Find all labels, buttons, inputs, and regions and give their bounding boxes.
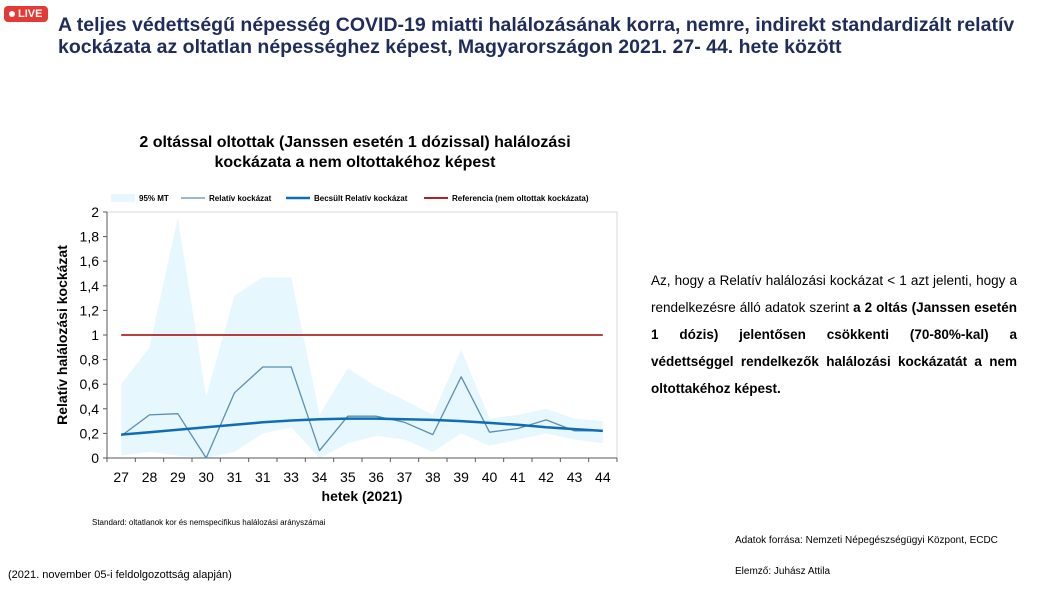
y-tick-label: 1,2 [79,302,99,319]
x-tick-label: 43 [566,469,583,485]
x-tick-label: 31 [255,469,271,485]
x-tick-label: 34 [311,469,328,485]
x-tick-label: 39 [453,469,469,485]
x-tick-label: 33 [283,469,299,485]
legend-label: Referencia (nem oltottak kockázata) [452,194,589,203]
analyst: Elemző: Juhász Attila [735,566,831,577]
x-axis-label: hetek (2021) [321,488,403,504]
x-tick-label: 29 [170,469,186,485]
x-tick-label: 27 [113,469,129,485]
y-tick-label: 2 [91,204,99,220]
live-label: LIVE [18,8,43,20]
y-tick-label: 0,4 [79,400,99,417]
x-tick-label: 42 [538,469,554,485]
x-tick-label: 35 [340,469,356,485]
chart-title: 2 oltással oltottak (Janssen esetén 1 dózissal) halálozási kockázata a nem oltottakéhoz képest [139,134,571,171]
description-text: Az, hogy a Relatív halálozási kockázat < 1 azt jelenti, hogy a rendelkezésre álló adatok szerint [651,273,1017,315]
ci-band [121,218,603,458]
legend-label: Becsült Relatív kockázat [314,194,408,203]
description-bold: a 2 oltás (Janssen esetén 1 dózis) jelentősen csökkenti (70-80%-kal) a védettséggel rendelkezők halálozási kockázatát a nem oltottakéhoz képest. [651,300,1017,396]
description [651,267,1017,402]
y-tick-label: 1,8 [79,228,99,245]
x-tick-label: 37 [396,469,413,485]
x-tick-label: 28 [141,469,158,485]
y-tick-label: 1,4 [79,277,99,294]
x-tick-label: 31 [226,469,243,485]
y-tick-label: 0 [91,450,99,466]
legend-label: Relatív kockázat [209,194,272,203]
x-tick-label: 36 [368,469,384,485]
y-tick-label: 0,8 [79,351,99,368]
x-tick-label: 41 [510,469,526,485]
y-tick-label: 0,2 [79,425,99,442]
legend-label: 95% MT [139,194,169,203]
x-tick-label: 44 [595,469,611,485]
x-tick-label: 38 [425,469,441,485]
y-axis-label: Relatív halálozási kockázat [54,245,70,425]
page-title: A teljes védettségű népesség COVID-19 miatti halálozásának korra, nemre, indirekt standardizált relatív kockázata az oltatlan népességhez képest, Magyarországon 2021. 27- 44. hete között [58,14,1015,58]
processing-date-note: (2021. november 05-i feldolgozottság alapján) [8,569,232,581]
y-tick-label: 0,6 [79,376,99,393]
y-tick-label: 1 [91,327,99,343]
y-tick-label: 1,6 [79,253,99,270]
legend-swatch [111,194,135,202]
data-source: Adatok forrása: Nemzeti Népegészségügyi Központ, ECDC [735,535,998,546]
x-tick-label: 40 [481,469,498,485]
standard-note: Standard: oltatlanok kor és nemspecifikus halálozási arányszámai [92,518,326,527]
x-tick-label: 30 [198,469,214,485]
